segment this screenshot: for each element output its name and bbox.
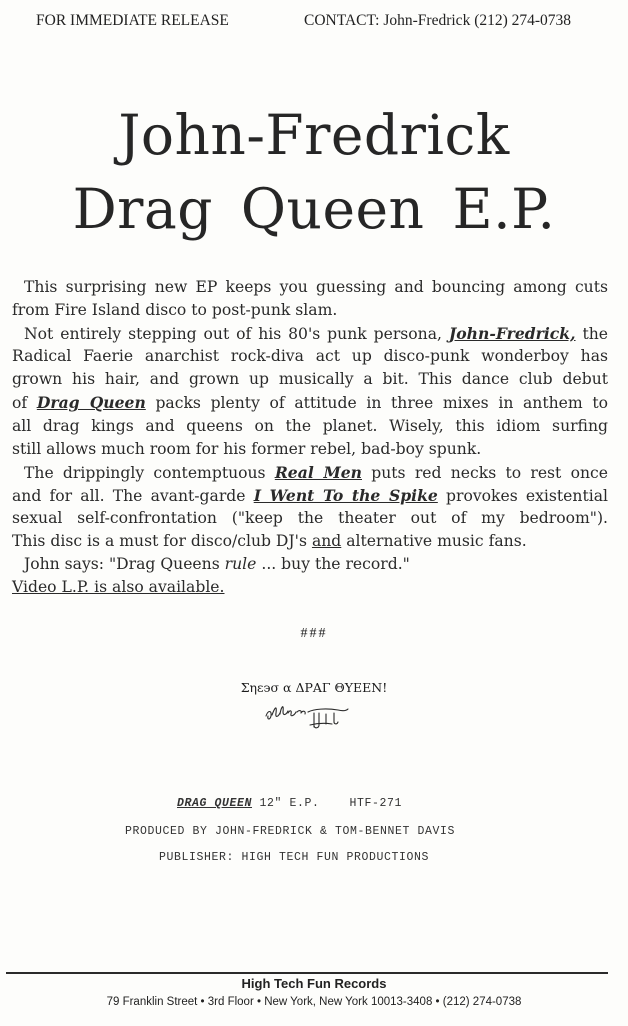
body-text: sexual self-confrontation ("keep the theater out of my bedroom").: [12, 508, 608, 527]
footer-address: 79 Franklin Street • 3rd Floor • New York, New York 10013-3408 • (212) 274-0738: [106, 996, 522, 1008]
body-text: This disc is a must for disco/club DJ's: [12, 532, 307, 551]
contact-info: CONTACT: John-Fredrick (212) 274-0738: [304, 12, 572, 29]
body-text: Not entirely stepping out of his 80's punk persona,: [24, 325, 442, 344]
body-text: of: [12, 394, 28, 413]
body-text: packs plenty of attitude in three mixes in anthem to: [155, 394, 608, 413]
body-text: all drag kings and queens on the planet. Wisely, this idiom surfing: [12, 416, 608, 435]
body-line: [12, 299, 608, 322]
body-text: the: [582, 325, 608, 344]
body-line: [12, 276, 608, 299]
body-text: puts red necks to rest once: [371, 463, 608, 482]
body-text: ... buy the record.": [261, 555, 410, 574]
body-text: John says: "Drag Queens: [24, 555, 220, 574]
body-line: [12, 576, 608, 599]
release-title: DRAG QUEEN: [177, 797, 253, 810]
page-title-release: Drag Queen E.P.: [72, 177, 556, 241]
release-notice: FOR IMMEDIATE RELEASE: [36, 12, 229, 29]
body-line: [12, 484, 608, 507]
body-line: [12, 391, 608, 414]
producer-credit: PRODUCED BY JOHN-FREDRICK & TOM-BENNET DAVIS: [125, 825, 456, 838]
handwritten-signature: [262, 698, 354, 732]
publisher-credit: PUBLISHER: HIGH TECH FUN PRODUCTIONS: [159, 851, 430, 864]
body-line: [12, 368, 608, 391]
body-text: provokes existential: [446, 486, 608, 505]
body-line: [12, 530, 608, 553]
body-text: The drippingly contemptuous: [24, 463, 266, 482]
body-line: [12, 322, 608, 345]
page-title-artist: John-Fredrick: [118, 103, 510, 167]
body-line: [12, 345, 608, 368]
footer-divider: [6, 972, 608, 974]
body-text: grown his hair, and grown up musically a bit. This dance club debut: [12, 370, 608, 389]
emphasis-text: rule: [224, 555, 257, 574]
body-line: [12, 507, 608, 530]
artist-name-link: John-Fredrick,: [448, 324, 576, 344]
body-text: This surprising new EP keeps you guessing and bouncing among cuts: [24, 278, 608, 296]
body-line: [12, 461, 608, 484]
release-format: 12" E.P. HTF-271: [252, 797, 403, 810]
end-marker: ###: [300, 626, 328, 641]
body-line: [12, 438, 608, 461]
track-title: Real Men: [274, 462, 362, 482]
body-text: still allows much room for his former rebel, bad-boy spunk.: [12, 439, 482, 458]
body-text: from Fire Island disco to post-punk slam.: [12, 301, 338, 320]
greek-tagline: Σηεэσ α ΔΡΑΓ ΘΥΕΕΝ!: [240, 680, 388, 695]
track-title: I Went To the Spike: [253, 485, 438, 505]
body-text: and for all. The avant-garde: [12, 486, 246, 505]
emphasis-text: and: [311, 532, 342, 551]
body-text: Radical Faerie anarchist rock-diva act up disco-punk wonderboy has: [12, 347, 608, 366]
track-title: Drag Queen: [36, 393, 146, 413]
press-release-body: [12, 276, 608, 599]
body-text: alternative music fans.: [346, 532, 527, 551]
release-credit-line: [177, 797, 402, 810]
video-availability-note: Video L.P. is also available.: [12, 578, 225, 597]
body-line: [12, 553, 608, 576]
body-line: [12, 415, 608, 438]
footer-company-name: High Tech Fun Records: [241, 976, 387, 991]
